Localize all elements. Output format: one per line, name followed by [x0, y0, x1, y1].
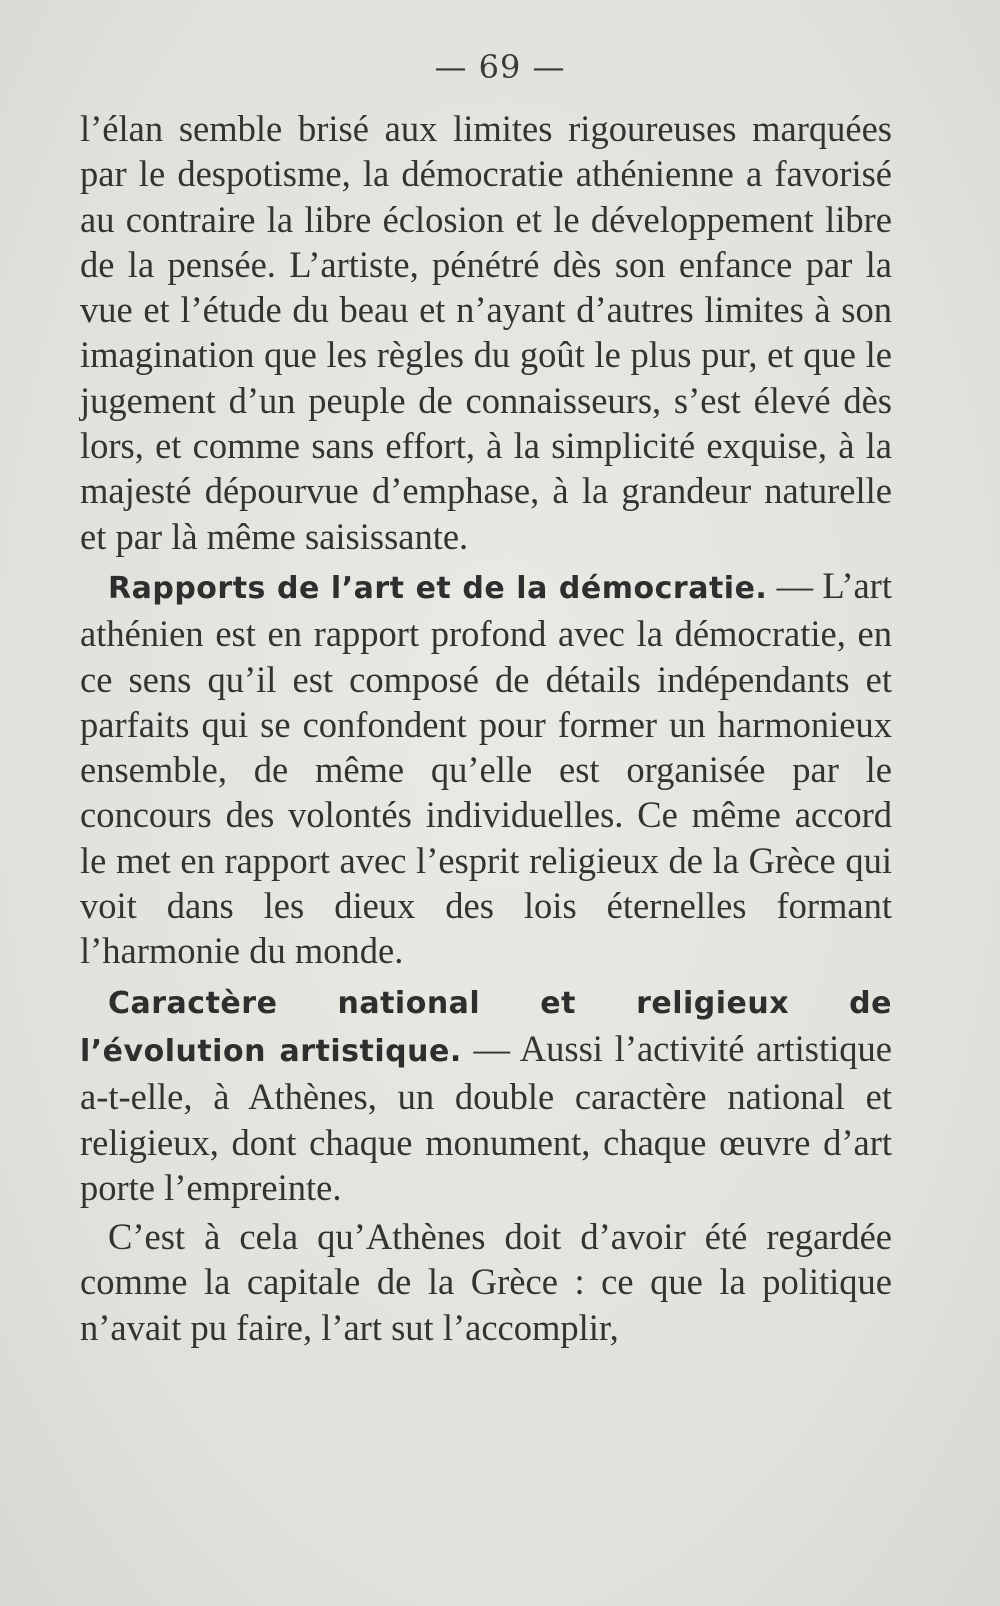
page-body — [80, 106, 892, 1350]
section-heading-rapports: Rapports de l’art et de la démocratie. — [108, 570, 768, 606]
paragraph-1-text: l’élan semble brisé aux limites rigoureuses marquées par le despotisme, la démocratie athénienne a favorisé au contraire la libre éclosion et le développement libre de la pensée. L’artiste, pénétré dès son enfance par la vue et l’étude du beau et n’ayant d’autres limites à son imagination que les règles du goût le plus pur, et que le jugement d’un peuple de connaisseurs, s’est élevé dès lors, et comme sans effort, à la simplicité exquise, à la majesté dépourvue d’emphase, à la grandeur naturelle et par là même saisissante. — [80, 108, 892, 557]
page-number: — 69 — — [434, 48, 566, 86]
section-heading-caractere: Caractère national et religieux de l’évolution artistique. — [80, 985, 892, 1069]
paragraph-2-text: — L’art athénien est en rapport profond avec la démocratie, en ce sens qu’il est composé de détails indépendants et parfaits qui se confondent pour former un harmonieux ensemble, de même qu’elle est organisée par le concours des volontés individuelles. Ce même accord le met en rapport avec l’esprit religieux de la Grèce qui voit dans les dieux des lois éternelles formant l’harmonie du monde. — [80, 564, 892, 972]
paragraph-4-text: C’est à cela qu’Athènes doit d’avoir été regardée comme la capitale de la Grèce : ce que la politique n’avait pu faire, l’art sut l’accomplir, — [80, 1216, 892, 1348]
paragraph-3 — [80, 978, 892, 1210]
paragraph-1 — [80, 106, 892, 559]
paragraph-4 — [80, 1214, 892, 1350]
paragraph-3-text: — Aussi l’activité artistique a-t-elle, à Athènes, un double caractère national et religieux, dont chaque monument, chaque œuvre d’art porte l’empreinte. — [80, 1027, 892, 1208]
paragraph-2 — [80, 563, 892, 974]
